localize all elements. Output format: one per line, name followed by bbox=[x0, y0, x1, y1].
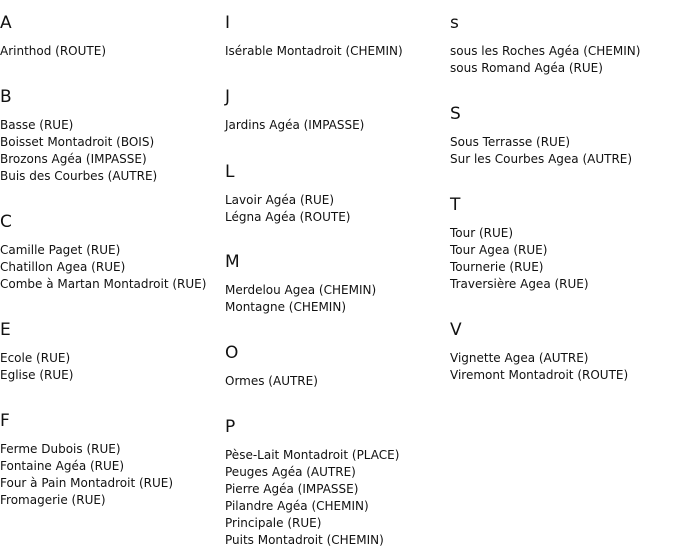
street-item: Sur les Courbes Agea (AUTRE) bbox=[450, 152, 633, 166]
letter-section bbox=[0, 212, 220, 293]
letter-section bbox=[450, 104, 675, 168]
street-list bbox=[0, 43, 220, 60]
street-list bbox=[450, 43, 675, 77]
section-letter: B bbox=[0, 87, 12, 107]
street-list bbox=[450, 350, 675, 384]
section-letter: P bbox=[225, 417, 236, 437]
street-item: Boisset Montadroit (BOIS) bbox=[0, 135, 155, 149]
street-item: Ormes (AUTRE) bbox=[225, 374, 318, 388]
street-item: Merdelou Agea (CHEMIN) bbox=[225, 283, 377, 297]
letter-section bbox=[225, 87, 445, 134]
column-2 bbox=[225, 0, 445, 549]
street-item: Arinthod (ROUTE) bbox=[0, 44, 107, 58]
section-letter: F bbox=[0, 411, 10, 431]
street-item: Puits Montadroit (CHEMIN) bbox=[225, 533, 384, 547]
letter-section bbox=[225, 162, 445, 226]
letter-section bbox=[0, 411, 220, 509]
street-item: sous Romand Agéa (RUE) bbox=[450, 61, 603, 75]
street-item: Jardins Agéa (IMPASSE) bbox=[225, 118, 365, 132]
street-item: Tour (RUE) bbox=[450, 226, 514, 240]
street-list bbox=[225, 117, 445, 134]
letter-section bbox=[450, 320, 675, 384]
street-list bbox=[0, 350, 220, 384]
street-item: Buis des Courbes (AUTRE) bbox=[0, 169, 158, 183]
street-item: Pilandre Agéa (CHEMIN) bbox=[225, 499, 369, 513]
street-item: sous les Roches Agéa (CHEMIN) bbox=[450, 44, 641, 58]
street-item: Traversière Agea (RUE) bbox=[450, 277, 589, 291]
section-letter: M bbox=[225, 252, 240, 272]
letter-section bbox=[0, 320, 220, 384]
street-item: Tournerie (RUE) bbox=[450, 260, 544, 274]
street-list bbox=[225, 192, 445, 226]
section-letter: E bbox=[0, 320, 11, 340]
street-list bbox=[0, 441, 220, 509]
section-letter: J bbox=[225, 87, 231, 107]
street-item: Four à Pain Montadroit (RUE) bbox=[0, 476, 174, 490]
street-item: Viremont Montadroit (ROUTE) bbox=[450, 368, 629, 382]
street-item: Fontaine Agéa (RUE) bbox=[0, 459, 125, 473]
letter-section bbox=[225, 343, 445, 390]
column-3 bbox=[450, 0, 675, 384]
street-list bbox=[450, 225, 675, 293]
street-item: Vignette Agea (AUTRE) bbox=[450, 351, 589, 365]
street-item: Ferme Dubois (RUE) bbox=[0, 442, 121, 456]
section-letter: s bbox=[450, 13, 459, 33]
letter-section bbox=[450, 13, 675, 77]
section-letter: O bbox=[225, 343, 239, 363]
letter-section bbox=[225, 252, 445, 316]
street-item: Sous Terrasse (RUE) bbox=[450, 135, 571, 149]
letter-section bbox=[0, 13, 220, 60]
column-1 bbox=[0, 0, 220, 509]
section-letter: C bbox=[0, 212, 12, 232]
street-list bbox=[225, 373, 445, 390]
street-item: Peuges Agéa (AUTRE) bbox=[225, 465, 356, 479]
street-item: Lavoir Agéa (RUE) bbox=[225, 193, 335, 207]
section-letter: I bbox=[225, 13, 231, 33]
street-item: Pèse-Lait Montadroit (PLACE) bbox=[225, 448, 400, 462]
street-item: Pierre Agéa (IMPASSE) bbox=[225, 482, 359, 496]
letter-section bbox=[450, 195, 675, 293]
street-list bbox=[225, 282, 445, 316]
street-list bbox=[0, 117, 220, 185]
letter-section bbox=[0, 87, 220, 185]
street-item: Combe à Martan Montadroit (RUE) bbox=[0, 277, 207, 291]
street-item: Ecole (RUE) bbox=[0, 351, 71, 365]
street-item: Isérable Montadroit (CHEMIN) bbox=[225, 44, 403, 58]
section-letter: L bbox=[225, 162, 235, 182]
section-letter: A bbox=[0, 13, 12, 33]
street-item: Chatillon Agea (RUE) bbox=[0, 260, 126, 274]
street-item: Fromagerie (RUE) bbox=[0, 493, 106, 507]
street-item: Brozons Agéa (IMPASSE) bbox=[0, 152, 147, 166]
street-list bbox=[0, 242, 220, 293]
section-letter: S bbox=[450, 104, 461, 124]
section-letter: T bbox=[450, 195, 461, 215]
street-list bbox=[225, 447, 445, 549]
street-item: Tour Agea (RUE) bbox=[450, 243, 548, 257]
street-item: Basse (RUE) bbox=[0, 118, 74, 132]
letter-section bbox=[225, 13, 445, 60]
street-list bbox=[450, 134, 675, 168]
street-item: Légna Agéa (ROUTE) bbox=[225, 210, 351, 224]
street-list bbox=[225, 43, 445, 60]
street-item: Montagne (CHEMIN) bbox=[225, 300, 346, 314]
letter-section bbox=[225, 417, 445, 549]
section-letter: V bbox=[450, 320, 462, 340]
street-item: Camille Paget (RUE) bbox=[0, 243, 121, 257]
street-item: Eglise (RUE) bbox=[0, 368, 74, 382]
street-item: Principale (RUE) bbox=[225, 516, 322, 530]
